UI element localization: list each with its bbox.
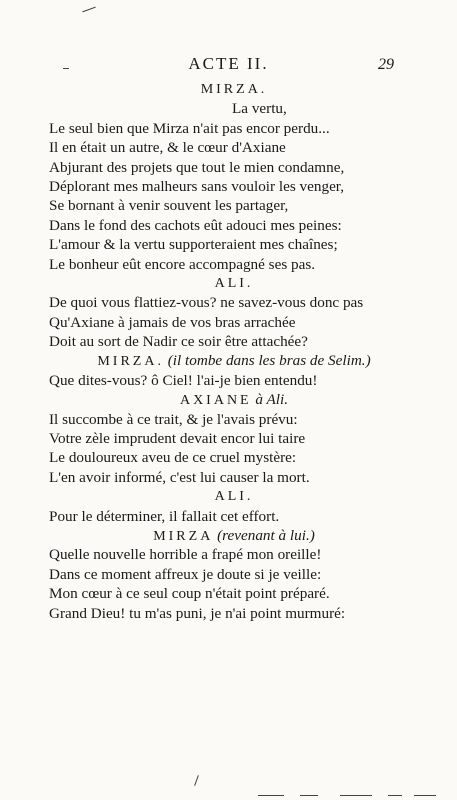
verse-line: La vertu, — [232, 100, 287, 118]
stage-direction: à Ali. — [255, 391, 289, 409]
scan-mark — [388, 795, 402, 796]
speaker-with-direction — [49, 526, 419, 545]
page-number: 29 — [378, 56, 394, 73]
verse-line: Votre zèle imprudent devait encor lui taire — [49, 430, 306, 448]
speaker-name: MIRZA. — [97, 354, 164, 370]
scan-mark — [194, 775, 199, 786]
verse-line: Grand Dieu! tu m'as puni, je n'ai point murmuré: — [49, 604, 346, 622]
verse-line: Que dites-vous? ô Ciel! l'ai-je bien entendu! — [49, 371, 318, 389]
verse-line: Il succombe à ce trait, & je l'avais prévu: — [49, 410, 298, 428]
speaker-name: MIRZA — [153, 528, 214, 544]
verse-line: Le seul bien que Mirza n'ait pas encor perdu... — [49, 119, 330, 137]
speaker-with-direction — [49, 390, 419, 409]
verse-line: Mon cœur à ce seul coup n'était point préparé. — [49, 585, 330, 603]
running-head: ACTE II. — [188, 54, 269, 73]
scan-mark — [258, 795, 284, 796]
speaker-name: AXIANE — [179, 393, 252, 409]
verse-line: Qu'Axiane à jamais de vos bras arrachée — [49, 313, 296, 331]
verse-line: L'amour & la vertu supporteraient mes chaînes; — [49, 236, 338, 254]
verse-text — [49, 80, 419, 623]
verse-line: Doit au sort de Nadir ce soir être attachée? — [49, 333, 308, 351]
speaker-name: ALI. — [214, 275, 254, 291]
verse-line: Le bonheur eût encore accompagné ses pas. — [49, 255, 316, 273]
verse-line: Il en était un autre, & le cœur d'Axiane — [49, 139, 286, 157]
verse-line: Le douloureux aveu de ce cruel mystère: — [49, 449, 297, 467]
verse-line: Dans ce moment affreux je doute si je veille: — [49, 565, 322, 583]
verse-line: De quoi vous flattiez-vous? ne savez-vous donc pas — [49, 294, 364, 312]
speaker-name: MIRZA. — [200, 82, 268, 97]
page-header — [0, 54, 457, 76]
scan-mark — [82, 7, 95, 13]
stage-direction: (revenant à lui.) — [217, 526, 315, 544]
scan-mark — [300, 795, 318, 796]
scan-mark — [63, 68, 69, 69]
verse-line: L'en avoir informé, c'est lui causer la mort. — [49, 468, 310, 486]
verse-line: Déplorant mes malheurs sans vouloir les venger, — [49, 177, 345, 195]
verse-line: Dans le fond des cachots eût adouci mes peines: — [49, 216, 342, 234]
verse-line: Se bornant à venir souvent les partager, — [49, 197, 289, 215]
verse-line: Pour le déterminer, il fallait cet effort. — [49, 507, 280, 525]
verse-line: Abjurant des projets que tout le mien condamne, — [49, 158, 345, 176]
scan-mark — [340, 795, 372, 796]
scan-mark — [414, 795, 436, 796]
verse-line: Quelle nouvelle horrible a frapé mon oreille! — [49, 546, 322, 564]
speaker-name: ALI. — [214, 489, 254, 505]
speaker-with-direction — [49, 351, 419, 370]
stage-direction: (il tombe dans les bras de Selim.) — [167, 352, 371, 370]
